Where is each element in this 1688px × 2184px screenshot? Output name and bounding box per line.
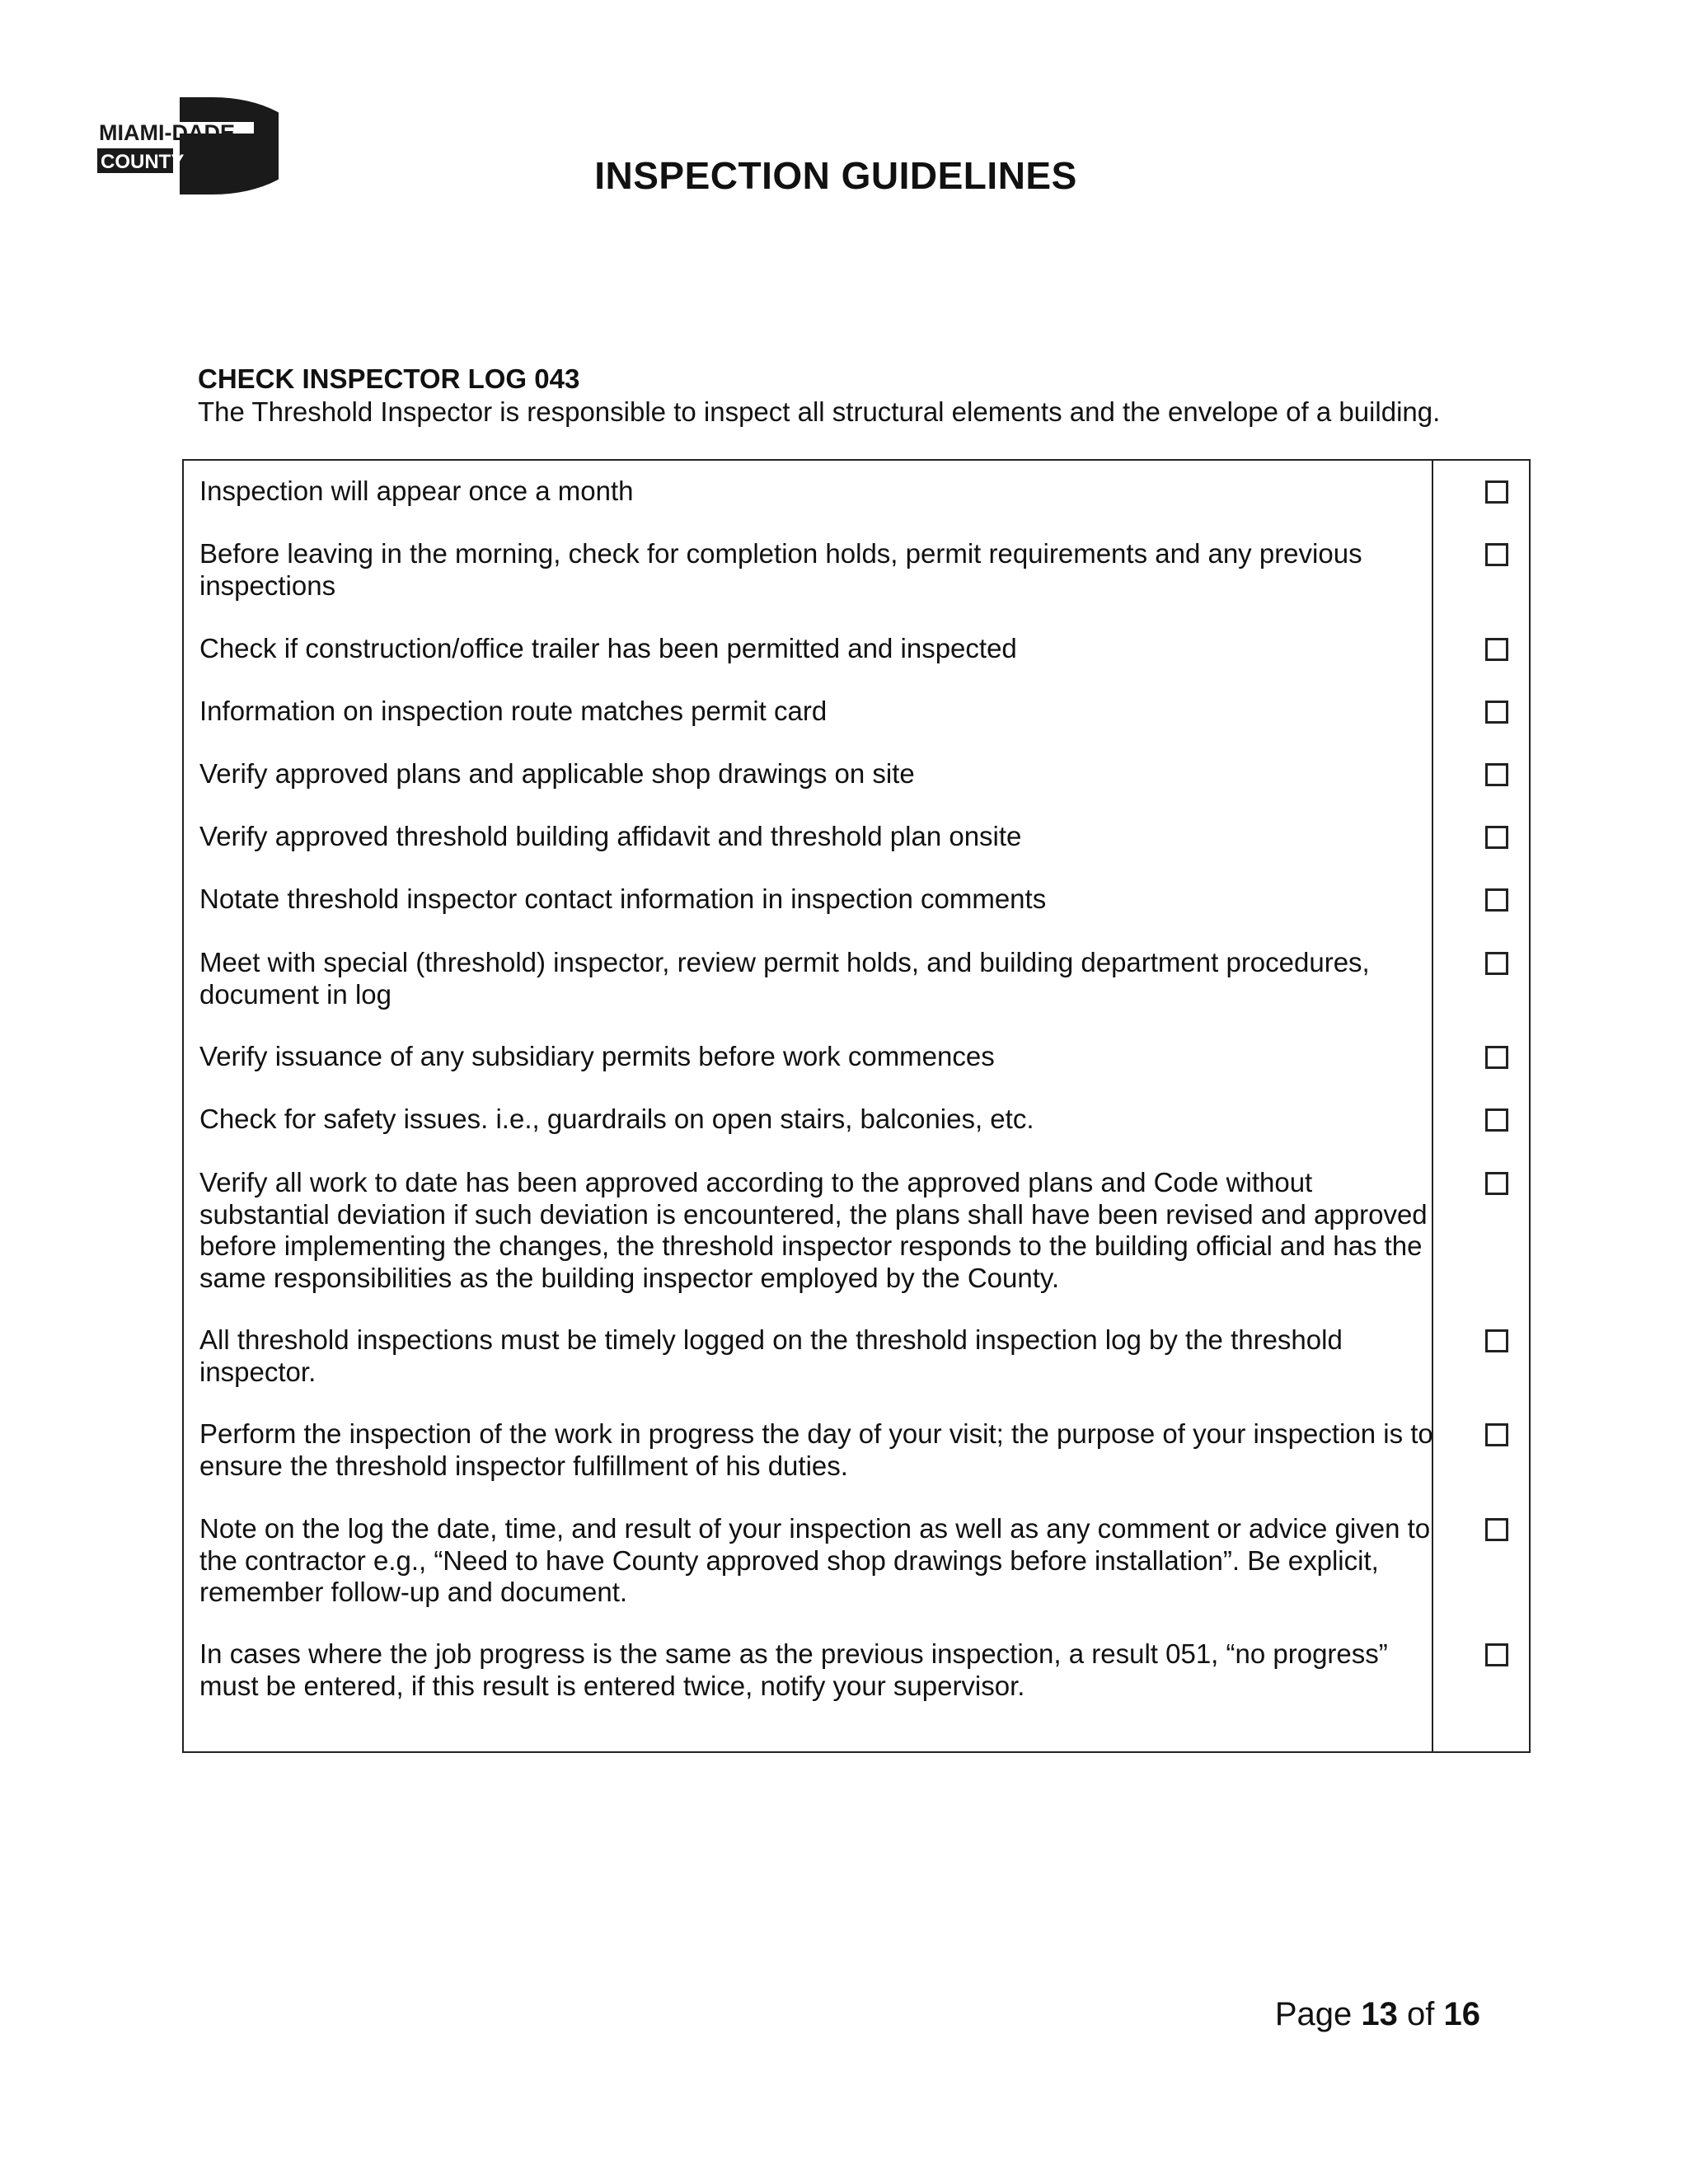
checklist-item bbox=[199, 947, 1440, 1010]
checklist-checkbox[interactable] bbox=[1485, 701, 1508, 724]
page-of: of bbox=[1407, 1996, 1435, 2032]
checklist-item bbox=[199, 1324, 1440, 1388]
checklist-item bbox=[199, 883, 1440, 916]
checklist-item bbox=[199, 696, 1440, 728]
page-current: 13 bbox=[1361, 1996, 1398, 2032]
checklist-checkbox[interactable] bbox=[1485, 1329, 1508, 1352]
checklist-checkbox[interactable] bbox=[1485, 1643, 1508, 1666]
checklist-item-text: Perform the inspection of the work in progress the day of your visit; the purpose of your inspection is to ensure the threshold inspector fulfillment of his duties. bbox=[199, 1418, 1433, 1481]
checklist-item bbox=[199, 538, 1440, 602]
checklist-checkbox[interactable] bbox=[1485, 480, 1508, 504]
checklist-item-text: Verify approved threshold building affidavit and threshold plan onsite bbox=[199, 821, 1022, 851]
checklist-item-text: Verify approved plans and applicable shop drawings on site bbox=[199, 758, 915, 789]
checklist-item-text: Check for safety issues. i.e., guardrails on open stairs, balconies, etc. bbox=[199, 1104, 1034, 1134]
page-number bbox=[1275, 1994, 1480, 2034]
checklist-checkbox[interactable] bbox=[1485, 1172, 1508, 1195]
checklist-item bbox=[199, 1041, 1440, 1073]
checklist-checkbox[interactable] bbox=[1485, 638, 1508, 661]
checklist-item-text: All threshold inspections must be timely logged on the threshold inspection log by the threshold inspector. bbox=[199, 1324, 1343, 1387]
logo-line1: MIAMI-DADE bbox=[99, 120, 235, 145]
checklist-checkbox[interactable] bbox=[1485, 952, 1508, 975]
checklist-checkbox[interactable] bbox=[1485, 543, 1508, 566]
checklist-checkbox[interactable] bbox=[1485, 763, 1508, 786]
checklist-item bbox=[199, 1638, 1440, 1702]
checklist-checkbox[interactable] bbox=[1485, 888, 1508, 912]
checklist-item-text: Meet with special (threshold) inspector, review permit holds, and building department procedures, document in log bbox=[199, 947, 1370, 1010]
checklist-checkbox[interactable] bbox=[1485, 1046, 1508, 1069]
checklist-item bbox=[199, 821, 1440, 853]
checklist-checkbox[interactable] bbox=[1485, 1423, 1508, 1446]
checklist-item bbox=[199, 1513, 1440, 1609]
checklist-item bbox=[199, 476, 1440, 508]
checklist-item-text: Information on inspection route matches permit card bbox=[199, 696, 828, 726]
checklist-checkbox[interactable] bbox=[1485, 1518, 1508, 1541]
section-intro bbox=[198, 363, 1533, 429]
checklist-item-text: Verify issuance of any subsidiary permits before work commences bbox=[199, 1041, 995, 1071]
checklist-item-text: Notate threshold inspector contact information in inspection comments bbox=[199, 883, 1047, 914]
logo-line2: COUNTY bbox=[101, 151, 185, 173]
checklist-table bbox=[182, 459, 1531, 1753]
checklist-item bbox=[199, 1167, 1440, 1294]
checklist-item-text: Inspection will appear once a month bbox=[199, 476, 634, 506]
page-title: INSPECTION GUIDELINES bbox=[594, 154, 1077, 197]
page-total: 16 bbox=[1443, 1996, 1480, 2032]
page-label: Page bbox=[1274, 1996, 1353, 2032]
checklist-item-text: Verify all work to date has been approved according to the approved plans and Code without substantial deviation if such deviation is encountered, the plans shall have been revised and approved before implementing the changes, the threshold inspector responds to the building official and has the same responsibilities as the building inspector employed by the County. bbox=[199, 1167, 1428, 1293]
checklist-item bbox=[199, 633, 1440, 665]
checklist-item-text: Check if construction/office trailer has been permitted and inspected bbox=[199, 633, 1017, 663]
checklist-checkbox[interactable] bbox=[1485, 826, 1508, 849]
section-description: The Threshold Inspector is responsible to inspect all structural elements and the envelope of a building. bbox=[198, 396, 1441, 427]
section-heading: CHECK INSPECTOR LOG 043 bbox=[198, 363, 580, 394]
checklist-item-text: Before leaving in the morning, check for completion holds, permit requirements and any previous inspections bbox=[199, 538, 1362, 601]
checklist-item bbox=[199, 1104, 1440, 1136]
checklist-item-text: In cases where the job progress is the same as the previous inspection, a result 051, “no progress” must be entered, if this result is entered twice, notify your supervisor. bbox=[199, 1638, 1388, 1701]
checklist-item bbox=[199, 758, 1440, 790]
checklist-item bbox=[199, 1418, 1440, 1482]
checklist-checkbox[interactable] bbox=[1485, 1108, 1508, 1132]
checklist-item-text: Note on the log the date, time, and result of your inspection as well as any comment or advice given to the contractor e.g., “Need to have County approved shop drawings before installation”. Be explicit, remember follow-up and document. bbox=[199, 1513, 1431, 1607]
